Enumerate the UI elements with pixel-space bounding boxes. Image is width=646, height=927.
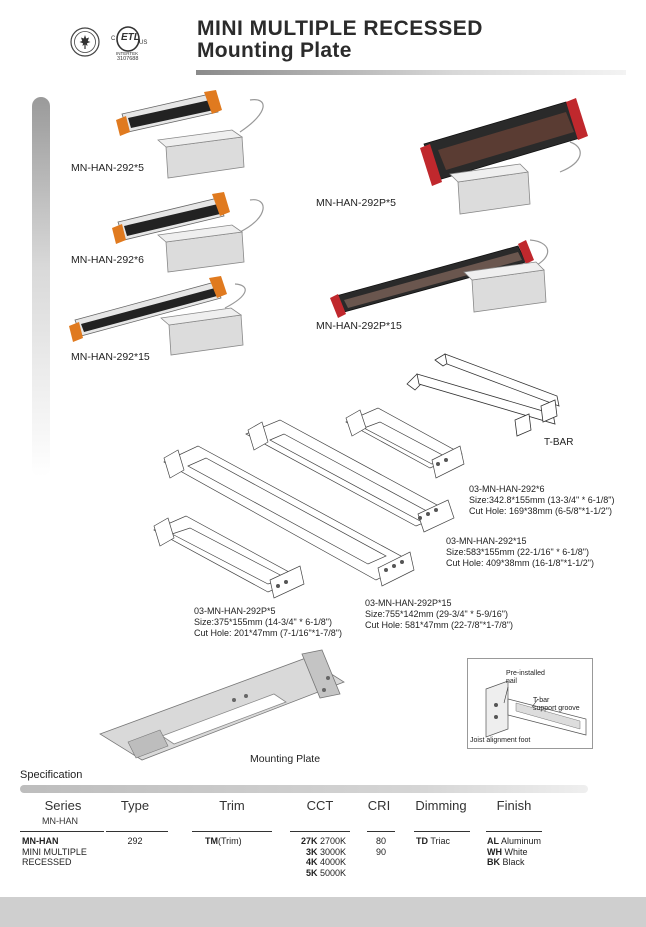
tbar-label: T-BAR <box>544 437 574 448</box>
cct-row <box>290 847 346 858</box>
cct-code: 3K <box>305 846 318 857</box>
spec-header-cri: CRI <box>367 798 391 813</box>
etl-us-text: US <box>139 40 148 46</box>
dimming-desc: Triac <box>430 836 451 846</box>
cct-row <box>290 868 346 879</box>
footer-band <box>0 897 646 927</box>
product-image-292Px15 <box>330 232 560 332</box>
etl-mark-text: ETL <box>121 32 140 43</box>
plate-cut-hole: Cut Hole: 201*47mm (7-1/16"*1-7/8") <box>194 628 342 638</box>
spec-trim-cell <box>205 836 242 847</box>
plate-model: 03-MN-HAN-292*6 <box>469 484 545 494</box>
spec-header-finish: Finish <box>496 798 532 813</box>
plate-size: Size:755*142mm (29-3/4" * 5-9/16") <box>365 609 508 619</box>
detail-nail-label: Pre-installed nail <box>506 670 545 685</box>
spec-title: Specification <box>20 769 83 781</box>
cct-value: 3000K <box>319 846 346 857</box>
plate-caption-292Px15 <box>365 598 513 631</box>
mounting-plate-photo <box>98 650 348 765</box>
intertek-text: INTERTEK <box>116 51 139 56</box>
plate-size: Size:342.8*155mm (13-3/4" * 6-1/8") <box>469 495 615 505</box>
plate-model: 03-MN-HAN-292P*15 <box>365 598 452 608</box>
spec-rule <box>20 785 588 793</box>
finish-code: AL <box>487 836 499 846</box>
dimming-code: TD <box>416 836 428 846</box>
plate-size: Size:375*155mm (14-3/4" * 6-1/8") <box>194 617 332 627</box>
decorative-side-bar <box>32 97 50 477</box>
cct-row <box>290 836 346 847</box>
spec-header-cct: CCT <box>306 798 334 813</box>
detail-joist-label: Joist alignment foot <box>470 737 531 744</box>
trim-desc: (Trim) <box>218 836 242 846</box>
spec-header-dimming: Dimming <box>415 798 467 813</box>
spec-series-cell <box>22 836 87 868</box>
cri-value: 80 <box>375 836 386 846</box>
detail-groove-label: T-bar support groove <box>533 697 580 712</box>
spec-dimming-cell <box>416 836 450 847</box>
page-title <box>197 18 483 62</box>
col-rule-cct <box>290 831 350 832</box>
plate-model: 03-MN-HAN-292*15 <box>446 536 527 546</box>
plate-cut-hole: Cut Hole: 409*38mm (16-1/8"*1-1/2") <box>446 558 594 568</box>
spec-cct-cell <box>290 836 346 878</box>
product-label-292Px5: MN-HAN-292P*5 <box>316 197 396 209</box>
product-image-292Px5 <box>420 92 600 217</box>
finish-row <box>487 847 541 858</box>
col-rule-dimming <box>414 831 470 832</box>
product-label-292Px15: MN-HAN-292P*15 <box>316 320 402 332</box>
plate-caption-292x6 <box>469 484 614 517</box>
finish-value: White <box>504 846 528 857</box>
finish-value: Aluminum <box>501 836 542 846</box>
cri-value: 90 <box>375 846 386 857</box>
cct-code: 27K <box>300 836 318 846</box>
spec-cri-cell <box>367 836 395 857</box>
plate-cut-hole: Cut Hole: 581*47mm (22-7/8"*1-7/8") <box>365 620 513 630</box>
detail-inset <box>467 658 593 749</box>
title-line-1: MINI MULTIPLE RECESSED <box>197 17 483 40</box>
product-image-292x15 <box>65 270 265 355</box>
cct-value: 4000K <box>319 857 346 867</box>
plate-cut-hole: Cut Hole: 169*38mm (6-5/8"*1-1/2") <box>469 506 612 516</box>
plate-caption-292x15 <box>446 536 594 569</box>
mounting-plate-drawings <box>150 400 480 600</box>
cct-code: 4K <box>305 857 318 867</box>
trim-code: TM <box>205 836 218 846</box>
plate-model: 03-MN-HAN-292P*5 <box>194 606 276 616</box>
spec-header-trim: Trim <box>219 798 245 813</box>
product-label-292x15: MN-HAN-292*15 <box>71 351 150 363</box>
title-underline <box>196 70 626 75</box>
etl-logo <box>108 24 148 64</box>
spec-series-sub: MN-HAN <box>42 816 78 826</box>
finish-value: Black <box>502 857 525 867</box>
col-rule-finish <box>486 831 542 832</box>
spec-type-cell: 292 <box>127 836 143 846</box>
plate-size: Size:583*155mm (22-1/16" * 6-1/8") <box>446 547 589 557</box>
finish-code: WH <box>487 846 502 857</box>
finish-row <box>487 857 541 868</box>
spec-finish-cell <box>487 836 541 868</box>
finish-code: BK <box>487 857 500 867</box>
col-rule-trim <box>192 831 272 832</box>
series-desc: MINI MULTIPLE RECESSED <box>22 846 87 867</box>
col-rule-series <box>20 831 104 832</box>
cct-value: 2700K <box>319 836 346 846</box>
product-label-292x6: MN-HAN-292*6 <box>71 254 144 266</box>
product-label-292x5: MN-HAN-292*5 <box>71 162 144 174</box>
plate-caption-292Px5 <box>194 606 342 639</box>
cct-value: 5000K <box>319 867 346 878</box>
col-rule-cri <box>367 831 395 832</box>
finish-row <box>487 836 541 847</box>
spec-header-series: Series <box>44 798 82 813</box>
cert-number-text: 3107688 <box>117 56 139 62</box>
title-line-2: Mounting Plate <box>197 39 352 63</box>
cct-row <box>290 857 346 868</box>
series-code: MN-HAN <box>22 836 59 846</box>
canada-seal-icon <box>70 27 100 57</box>
etl-c-text: C <box>111 36 116 42</box>
mounting-plate-label: Mounting Plate <box>250 753 321 765</box>
spec-header-type: Type <box>120 798 150 813</box>
cct-code: 5K <box>305 867 318 878</box>
col-rule-type <box>106 831 168 832</box>
